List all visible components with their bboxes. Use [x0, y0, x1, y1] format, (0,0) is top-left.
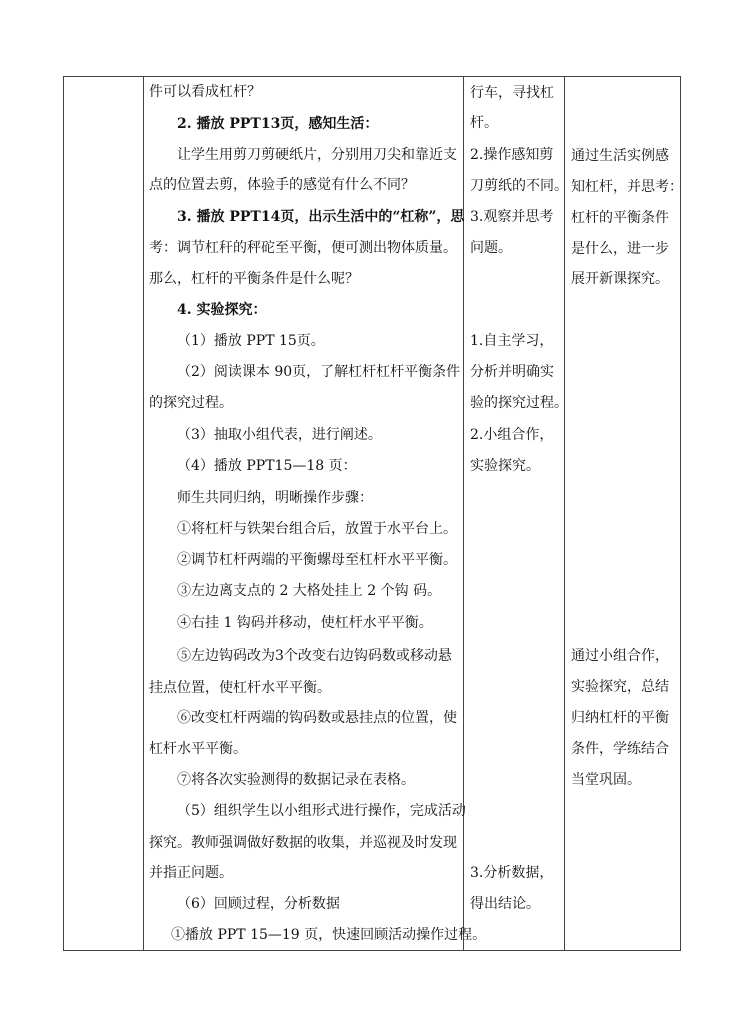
text-line: 的探究过程。 [149, 395, 233, 411]
student-activity-column [464, 77, 568, 950]
text-line: 杠杆水平平衡。 [149, 741, 247, 757]
text-line: 考：调节杠秆的秤砣至平衡，便可测出物体质量。 [149, 240, 457, 256]
text-line: 师生共同归纳，明晰操作步骤： [177, 490, 373, 506]
text-line: ⑥改变杠杆两端的钩码数或悬挂点的位置，使 [177, 710, 457, 726]
text-line: 点的位置去剪，体验手的感觉有什么不同？ [149, 177, 415, 193]
text-line: 3.观察并思考 [470, 209, 554, 225]
text-line: 刀剪纸的不同。 [470, 178, 568, 194]
text-line: 2.操作感知剪 [470, 147, 554, 163]
text-line: ①将杠杆与铁架台组合后，放置于水平台上。 [177, 521, 457, 537]
text-line: 条件，学练结合 [571, 741, 669, 757]
text-line: 行车，寻找杠 [470, 85, 554, 101]
text-line: （2）阅读课本 90页，了解杠杆杠杆平衡条件 [177, 364, 461, 380]
text-line: 1.自主学习， [470, 333, 554, 349]
text-line: ①播放 PPT 15—19 页，快速回顾活动操作过程。 [171, 927, 487, 943]
text-line: 杆。 [470, 115, 498, 131]
text-line: （6）回顾过程，分析数据 [177, 896, 340, 912]
text-line: ②调节杠杆两端的平衡螺母至杠杆水平平衡。 [177, 552, 457, 568]
section-heading: 4. 实验探究： [177, 302, 267, 318]
text-line: 那么，杠杆的平衡条件是什么呢？ [149, 271, 359, 287]
stage-column [64, 77, 143, 950]
text-line: 3.分析数据， [470, 865, 554, 881]
teacher-activity-column [144, 77, 487, 950]
text-line: 挂点位置，使杠杆水平平衡。 [149, 680, 331, 696]
section-heading: 3. 播放 PPT14页，出示生活中的“杠称”，思 [177, 209, 465, 225]
design-intent-column [565, 77, 681, 950]
text-line: 杠杆的平衡条件 [571, 210, 669, 226]
text-line: 验的探究过程。 [470, 395, 568, 411]
lesson-table [63, 76, 681, 951]
text-line: 让学生用剪刀剪硬纸片，分别用刀尖和靠近支 [177, 147, 457, 163]
text-line: （5）组织学生以小组形式进行操作，完成活动 [177, 803, 466, 819]
text-line: 知杠杆，并思考： [571, 179, 683, 195]
text-line: （3）抽取小组代表，进行阐述。 [177, 427, 382, 443]
text-line: ④右挂 1 钩码并移动，使杠杆水平平衡。 [177, 615, 433, 631]
text-line: 件可以看成杠杆？ [149, 84, 261, 100]
text-line: 探究。教师强调做好数据的收集，并巡视及时发现 [149, 835, 457, 851]
text-line: ③左边离支点的 2 大格处挂上 2 个钩 码。 [177, 583, 442, 599]
text-line: 问题。 [470, 240, 512, 256]
text-line: （4）播放 PPT15—18 页： [177, 458, 357, 474]
text-line: 展开新课探究。 [571, 271, 669, 287]
text-line: 当堂巩固。 [571, 772, 641, 788]
text-line: 通过生活实例感 [571, 148, 669, 164]
text-line: 实验探究，总结 [571, 679, 669, 695]
text-line: （1）播放 PPT 15页。 [177, 333, 325, 349]
text-line: 2.小组合作， [470, 427, 554, 443]
section-heading: 2. 播放 PPT13页，感知生活： [177, 116, 379, 132]
text-line: 得出结论。 [470, 896, 540, 912]
text-line: 实验探究。 [470, 458, 540, 474]
text-line: 归纳杠杆的平衡 [571, 710, 669, 726]
text-line: 并指正问题。 [149, 865, 233, 881]
text-line: 是什么，进一步 [571, 241, 669, 257]
text-line: 通过小组合作， [571, 648, 669, 664]
text-line: ⑤左边钩码改为3个改变右边钩码数或移动悬 [177, 648, 452, 664]
text-line: 分析并明确实 [470, 364, 554, 380]
text-line: ⑦将各次实验测得的数据记录在表格。 [177, 772, 415, 788]
